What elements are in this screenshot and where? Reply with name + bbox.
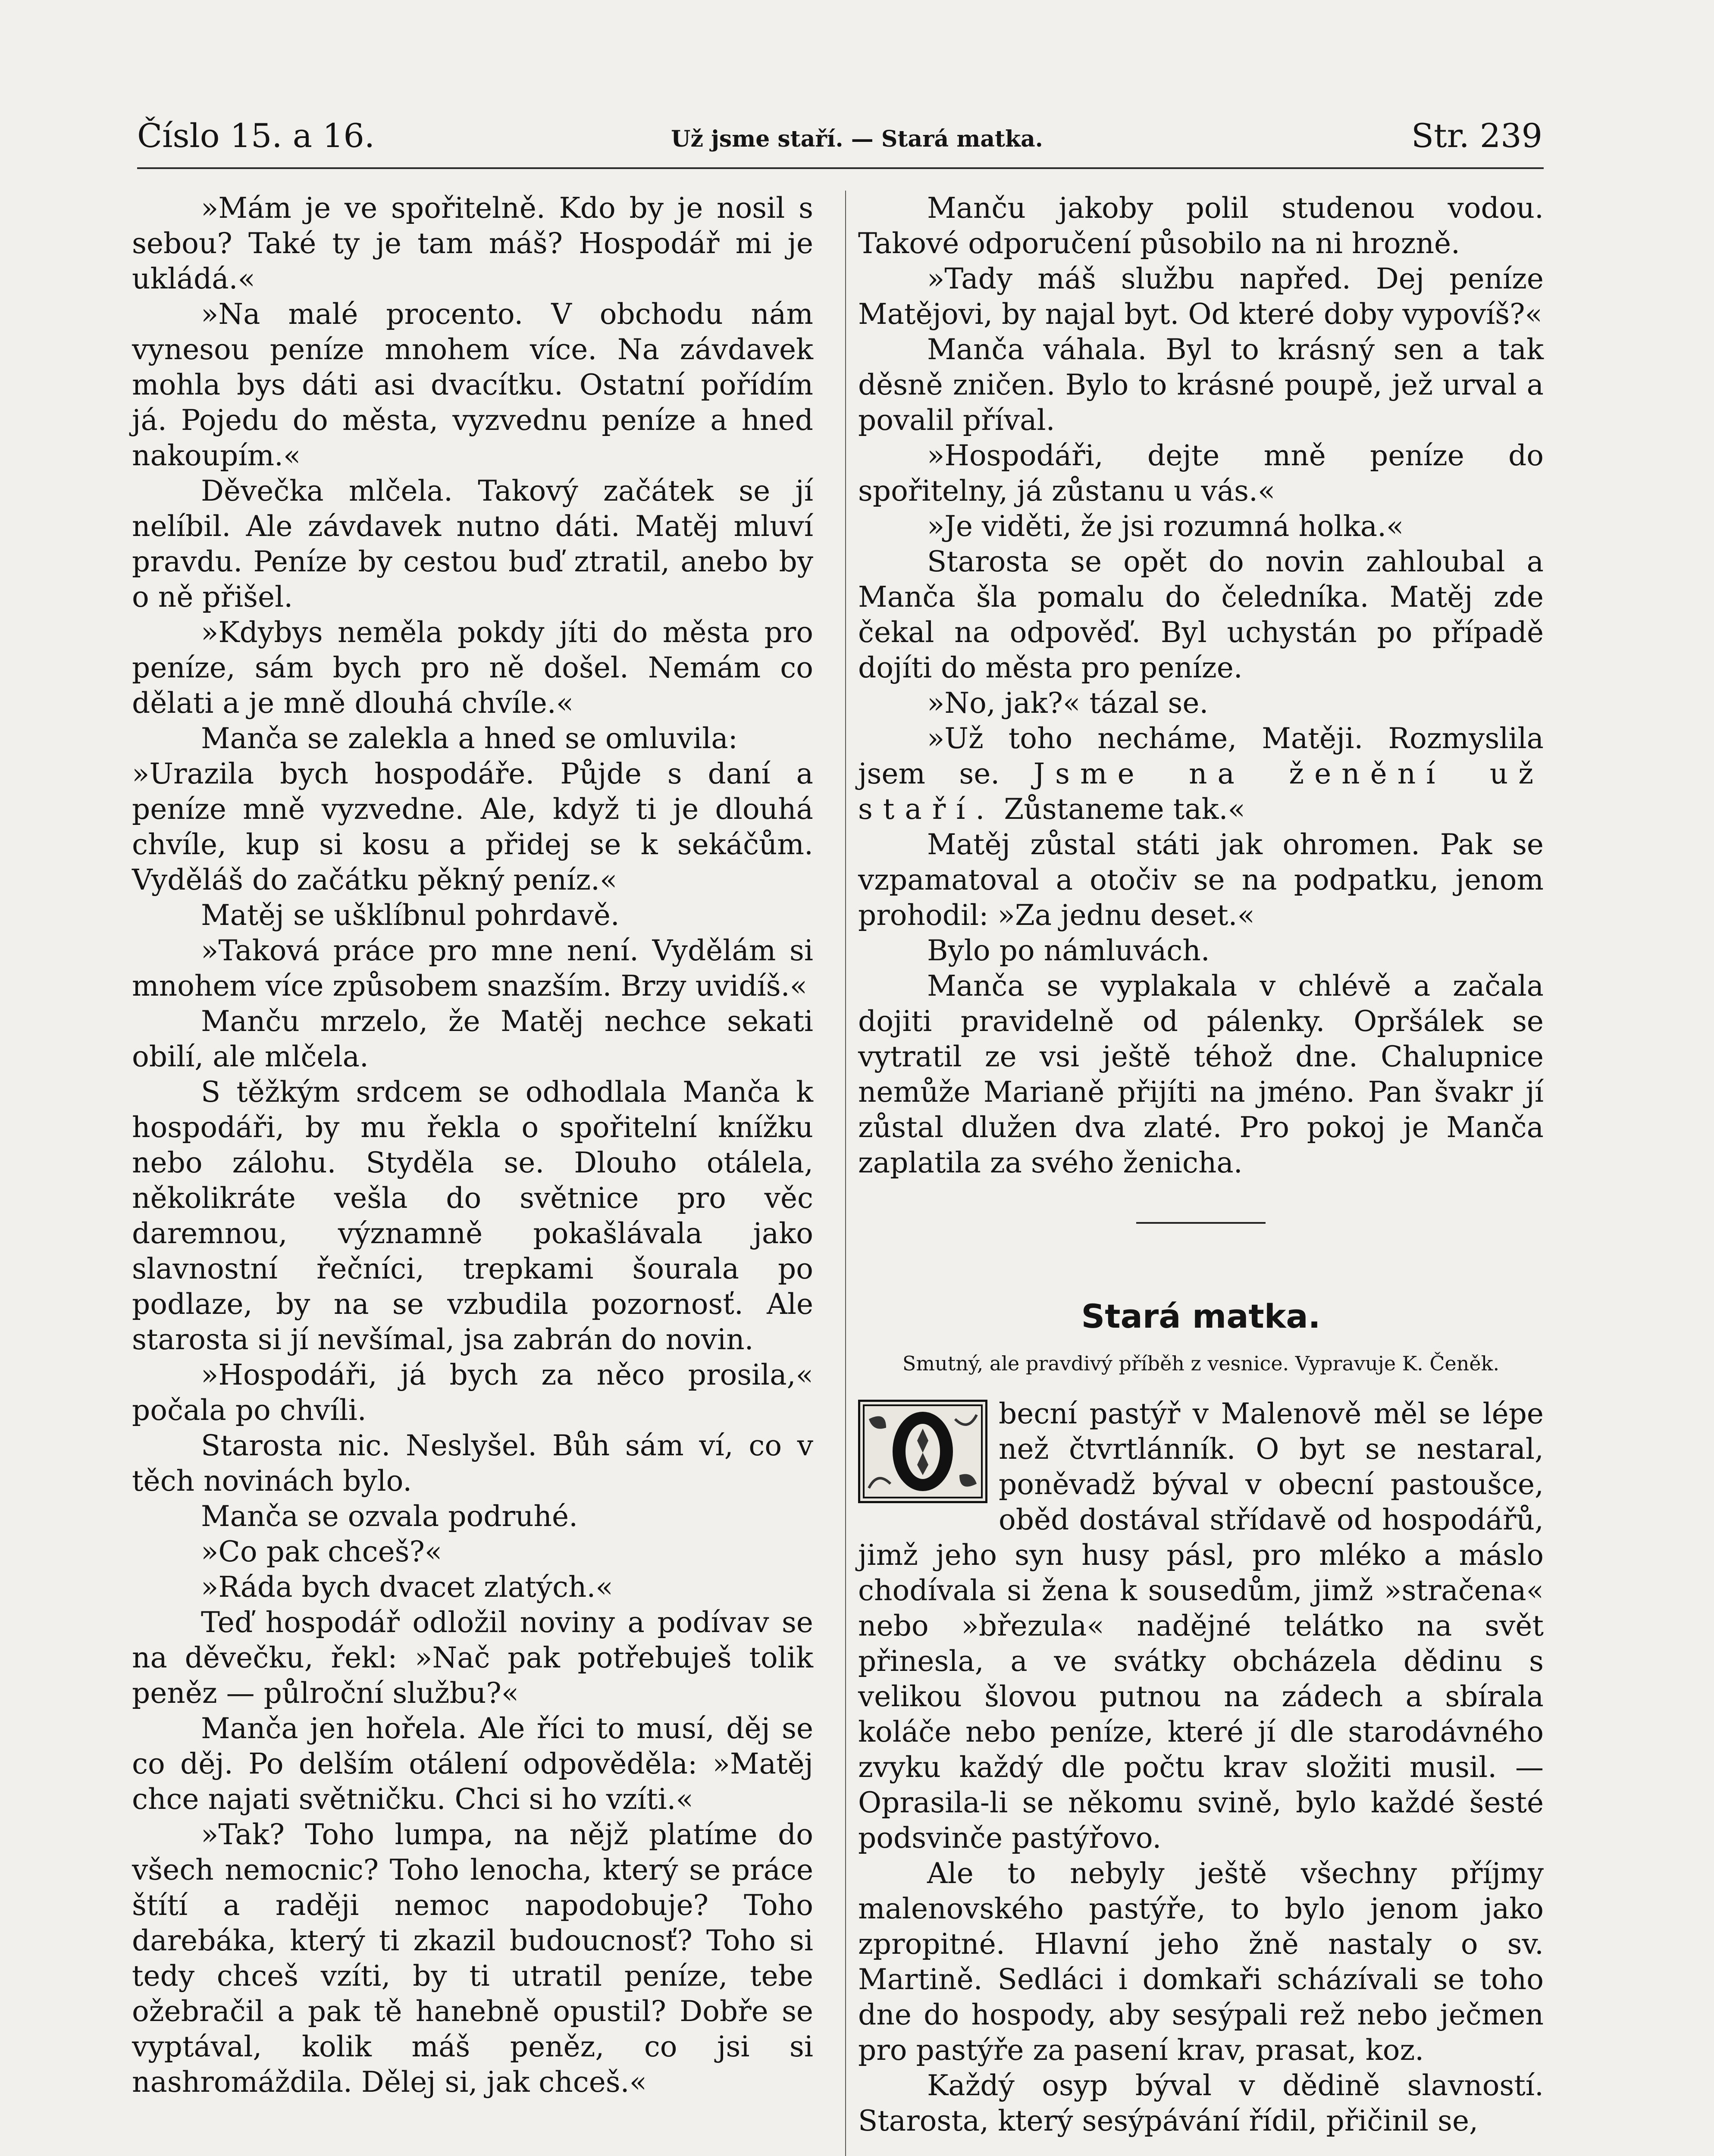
paragraph: Manču mrzelo, že Matěj nechce sekati obilí, ale mlčela.	[132, 1005, 813, 1073]
paragraph: »Je viděti, že jsi rozumná holka.«	[927, 510, 1404, 543]
paragraph: Manču jakoby polil studenou vodou. Takové odporučení působilo na ni hrozně.	[858, 191, 1544, 260]
paragraph: »Tady máš službu napřed. Dej peníze Matějovi, by najal byt. Od které doby vypovíš?«	[858, 262, 1544, 331]
paragraph: Matěj se ušklíbnul pohrdavě.	[201, 899, 620, 932]
section-separator	[1136, 1222, 1266, 1224]
paragraph: Starosta nic. Neslyšel. Bůh sám ví, co v těch novinách bylo.	[132, 1429, 813, 1498]
paragraph: »Hospodáři, já bych za něco prosila,« počala po chvíli.	[132, 1358, 813, 1427]
paragraph: Manča se vyplakala v chlévě a začala dojiti pravidelně od pálenky. Opršálek se vytratil ze vsi ještě téhož dne. Chalupnice nemůže Marianě přijíti na jméno. Pan švakr jí zůstal dlužen dva zlaté. Pro pokoj je Manča zaplatila za svého ženicha.	[858, 969, 1544, 1179]
issue-number: Číslo 15. a 16.	[137, 116, 375, 155]
right-column	[858, 191, 1544, 2139]
emphasized-spaced-text: Jsme na ženění už staří.	[858, 757, 1544, 826]
paragraph: Matěj zůstal státi jak ohromen. Pak se vzpamatoval a otočiv se na podpatku, jenom prohodil: »Za jednu deset.«	[858, 828, 1544, 932]
text-run: becní pastýř v Malenově měl se lépe než čtvrtlánník. O byt se nestaral, poněvadž býval v obecní pastoušce, oběd dostával střídavě od hospodářů, jimž jeho syn husy pásl, pro mléko a máslo chodívala si žena k sousedům, jimž »stračena« nebo »březula« nadějné telátko na svět přinesla, a ve svátky obcházela dědinu s velikou šlovou putnou na zádech a sbírala koláče nebo peníze, které jí dle starodávného zvyku každý dle počtu krav složiti musil. — Oprasila-li se někomu svině, bylo každé šesté podsvinče pastýřovo.	[858, 1397, 1544, 1855]
paragraph: Manča jen hořela. Ale říci to musí, děj se co děj. Po delším otálení odpověděla: »Matěj chce najati světničku. Chci si ho vzíti.«	[132, 1712, 813, 1816]
paragraph: Teď hospodář odložil noviny a podívav se na děvečku, řekl: »Nač pak potřebuješ tolik peněz — půlroční službu?«	[132, 1606, 813, 1710]
paragraph: »Mám je ve spořitelně. Kdo by je nosil s sebou? Také ty je tam máš? Hospodář mi je ukládá.«	[132, 191, 813, 295]
paragraph: »Taková práce pro mne není. Vydělám si mnohem více způsobem snazším. Brzy uvidíš.«	[132, 934, 813, 1003]
paragraph: »Na malé procento. V obchodu nám vynesou peníze mnohem více. Na závdavek mohla bys dáti asi dvacítku. Ostatní pořídím já. Pojedu do města, vyzvednu peníze a hned nakoupím.«	[132, 298, 813, 472]
paragraph: »Ráda bych dvacet zlatých.«	[201, 1570, 613, 1604]
running-title: Už jsme staří. — Stará matka.	[671, 126, 1043, 152]
paragraph: »Co pak chceš?«	[201, 1535, 442, 1568]
paragraph: »Hospodáři, dejte mně peníze do spořitelny, já zůstanu u vás.«	[858, 439, 1544, 508]
paragraph: »Urazila bych hospodáře. Půjde s daní a peníze mně vyzvedne. Ale, když ti je dlouhá chvíle, kup si kosu a přidej se k sekáčům. Vyděláš do začátku pěkný peníz.«	[132, 757, 813, 896]
paragraph: Manča se zalekla a hned se omluvila:	[201, 722, 738, 755]
page-number: Str. 239	[1411, 116, 1542, 155]
left-column	[132, 191, 813, 2100]
dropcap-ornament-icon	[860, 1402, 985, 1501]
paragraph: Ale to nebyly ještě všechny příjmy malenovského pastýře, to bylo jenom jako zpropitné. Hlavní jeho žně nastaly o sv. Martině. Sedláci i domkaři scházívali se toho dne do hospody, aby sesýpali rež nebo ječmen pro pastýře za pasení krav, prasat, koz.	[858, 1857, 1544, 2067]
header-rule	[137, 167, 1544, 169]
paragraph: Každý osyp býval v dědině slavností. Starosta, který sesýpávání řídil, přičinil se,	[858, 2069, 1544, 2137]
paragraph: S těžkým srdcem se odhodlala Manča k hospodáři, by mu řekla o spořitelní knížku nebo zálohu. Styděla se. Dlouho otálela, několikráte vešla do světnice pro věc daremnou, významně pokašlávala jako slavnostní řečníci, trepkami šourala po podlaze, by na se vzbudila pozornosť. Ale starosta si jí nevšímal, jsa zabrán do novin.	[132, 1075, 813, 1356]
ornamental-dropcap	[858, 1400, 987, 1503]
story-subtitle: Smutný, ale pravdivý příběh z vesnice. Vypravuje K. Čeněk.	[902, 1352, 1500, 1375]
paragraph: Manča váhala. Byl to krásný sen a tak děsně zničen. Bylo to krásné poupě, jež urval a povalil příval.	[858, 333, 1544, 437]
paragraph: »Tak? Toho lumpa, na nějž platíme do všech nemocnic? Toho lenocha, který se práce štítí a raději nemoc napodobuje? Toho darebáka, který ti zkazil budoucnosť? Toho si tedy chceš vzíti, by ti utratil peníze, tebe ožebračil a pak tě hanebně opustil? Dobře se vyptával, kolik máš peněz, co jsi si nashromáždila. Dělej si, jak chceš.«	[132, 1818, 813, 2099]
paragraph: Manča se ozvala podruhé.	[201, 1500, 578, 1533]
story-title: Stará matka.	[1081, 1297, 1321, 1335]
paragraph: Děvečka mlčela. Takový začátek se jí nelíbil. Ale závdavek nutno dáti. Matěj mluví pravdu. Peníze by cestou buď ztratil, anebo by o ně přišel.	[132, 474, 813, 614]
paragraph: Bylo po námluvách.	[927, 934, 1210, 967]
column-divider	[845, 191, 846, 2156]
paragraph-spaced	[858, 721, 1544, 827]
paragraph: »No, jak?« tázal se.	[927, 686, 1209, 720]
paragraph: »Kdybys neměla pokdy jíti do města pro peníze, sám bych pro ně došel. Nemám co dělati a je mně dlouhá chvíle.«	[132, 616, 813, 720]
text-run: »Už toho necháme, Matěji. Rozmyslila jsem se.	[858, 722, 1544, 790]
text-run: Zůstaneme tak.«	[1004, 793, 1245, 826]
paragraph: Starosta se opět do novin zahloubal a Manča šla pomalu do čeledníka. Matěj zde čekal na odpověď. Byl uchystán po případě dojíti do města pro peníze.	[858, 545, 1544, 684]
